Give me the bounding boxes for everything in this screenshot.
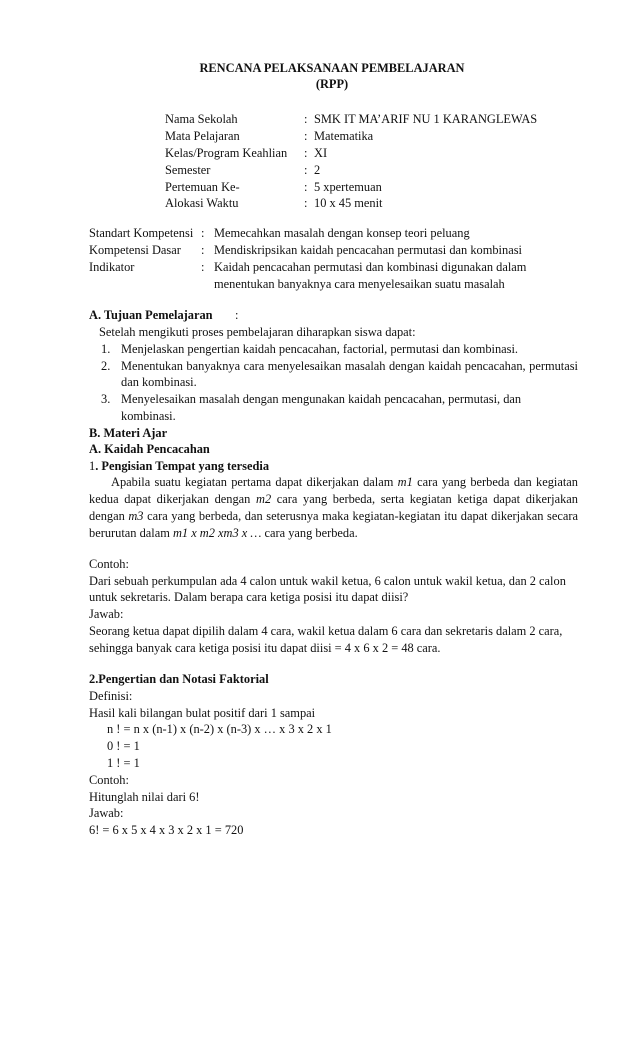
identity-value-subject: Matematika [314,129,374,143]
identity-colon: : [304,146,308,160]
example-answer: sehingga banyak cara ketiga posisi itu dapat diisi = 4 x 6 x 2 = 48 cara. [89,641,441,655]
competency-colon: : [201,226,205,240]
identity-colon: : [304,196,308,210]
objective-text-cont: kombinasi. [121,409,176,423]
subsection-a-heading: A. Kaidah Pencacahan [89,442,210,456]
paragraph-line: kedua dapat dikerjakan dengan m2 cara yang berbeda, serta kegiatan ketiga dapat dikerjakan [89,492,578,506]
identity-colon: : [304,180,308,194]
paragraph-line: berurutan dalam m1 x m2 xm3 x … cara yang berbeda. [89,526,358,540]
identity-colon: : [304,112,308,126]
identity-value-meeting: 5 xpertemuan [314,180,382,194]
identity-label-meeting: Pertemuan Ke- [165,180,240,194]
competency-label-sk: Standart Kompetensi [89,226,194,240]
objective-text: Menyelesaikan masalah dengan mengunakan kaidah pencacahan, permutasi, dan [121,392,522,406]
section-a-colon: : [235,308,239,322]
subsection-1-heading [89,458,269,474]
example-label: Contoh: [89,557,129,571]
document-title: RENCANA PELAKSANAAN PEMBELAJARAN [199,61,465,75]
factorial-formula: 0 ! = 1 [107,739,140,753]
subsection-1-number: 1 [89,459,96,473]
competency-value-indicator-2: menentukan banyaknya cara menyelesaikan suatu masalah [214,277,505,291]
paragraph-line: Apabila suatu kegiatan pertama dapat dikerjakan dalam m1 cara yang berbeda dan kegiatan [111,475,578,489]
competency-value-indicator-1: Kaidah pencacahan permutasi dan kombinasi digunakan dalam [214,260,527,274]
section-a-heading: A. Tujuan Pemelajaran [89,308,213,322]
identity-label-school: Nama Sekolah [165,112,238,126]
identity-label-class: Kelas/Program Keahlian [165,146,288,160]
identity-label-subject: Mata Pelajaran [165,129,240,143]
identity-value-class: XI [314,146,328,160]
example-question: untuk sekretaris. Dalam berapa cara ketiga posisi itu dapat diisi? [89,590,409,604]
objective-number: 1. [101,342,111,356]
factorial-formula: n ! = n x (n-1) x (n-2) x (n-3) x … x 3 x 2 x 1 [107,722,332,736]
identity-label-semester: Semester [165,163,211,177]
competency-label-kd: Kompetensi Dasar [89,243,181,257]
identity-value-time: 10 x 45 menit [314,196,383,210]
competency-colon: : [201,260,205,274]
example-answer: 6! = 6 x 5 x 4 x 3 x 2 x 1 = 720 [89,823,244,837]
identity-colon: : [304,163,308,177]
identity-label-time: Alokasi Waktu [165,196,239,210]
example-question: Hitunglah nilai dari 6! [89,790,200,804]
competency-label-indicator: Indikator [89,260,135,274]
subsection-1-title: . Pengisian Tempat yang tersedia [95,459,270,473]
answer-label: Jawab: [89,806,124,820]
document-subtitle: (RPP) [315,77,349,91]
competency-value-kd: Mendiskripsikan kaidah pencacahan permutasi dan kombinasi [214,243,522,257]
example-label: Contoh: [89,773,129,787]
objective-text: Menjelaskan pengertian kaidah pencacahan, factorial, permutasi dan kombinasi. [121,342,519,356]
competency-value-sk: Memecahkan masalah dengan konsep teori peluang [214,226,470,240]
competency-colon: : [201,243,205,257]
answer-label: Jawab: [89,607,124,621]
identity-value-school: SMK IT MA’ARIF NU 1 KARANGLEWAS [314,112,538,126]
objectives-intro: Setelah mengikuti proses pembelajaran diharapkan siswa dapat: [99,325,416,339]
identity-colon: : [304,129,308,143]
objective-text: Menentukan banyaknya cara menyelesaikan masalah dengan kaidah pencacahan, permutasi [121,359,578,373]
example-question: Dari sebuah perkumpulan ada 4 calon untuk wakil ketua, 6 calon untuk wakil ketua, dan 2 calon [89,574,566,588]
objective-number: 3. [101,392,111,406]
section-b-heading: B. Materi Ajar [89,426,168,440]
paragraph-line: dengan m3 cara yang berbeda, dan seterusnya maka kegiatan-kegiatan itu dapat dikerjakan secara [89,509,578,523]
objective-text-cont: dan kombinasi. [121,375,197,389]
subsection-2-heading: 2.Pengertian dan Notasi Faktorial [89,672,269,686]
example-answer: Seorang ketua dapat dipilih dalam 4 cara, wakil ketua dalam 6 cara dan sekretaris dalam 2 cara, [89,624,563,638]
definition-text: Hasil kali bilangan bulat positif dari 1 sampai [89,706,316,720]
objective-number: 2. [101,359,111,373]
identity-value-semester: 2 [314,163,321,177]
factorial-formula: 1 ! = 1 [107,756,140,770]
definition-label: Definisi: [89,689,133,703]
